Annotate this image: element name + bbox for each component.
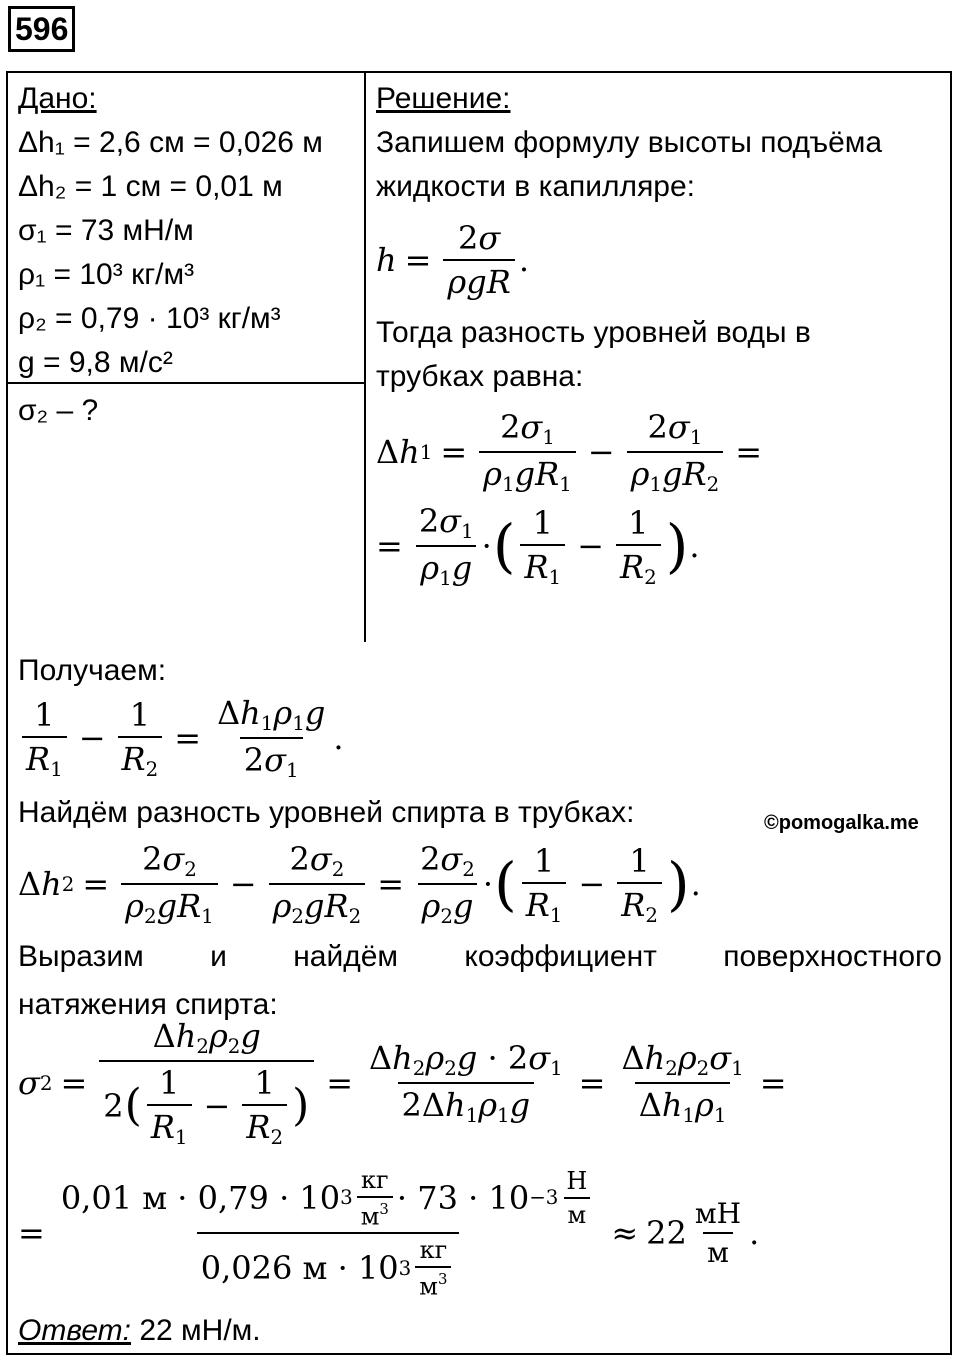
then-line-1 (376, 311, 942, 355)
formula-capillary-height: h = $\frac{2\sigma}{\text{ρgR}}$ . (376, 219, 529, 301)
given-line-2: Δh₂ = 1 см = 0,01 м (18, 170, 283, 203)
given-line-3: σ₁ = 73 мН/м (18, 214, 194, 247)
answer-value: 22 мН/м. (131, 1314, 261, 1347)
then-line-2: трубках равна: (376, 360, 584, 393)
problem-number: 596 (8, 6, 75, 52)
formula-water-difference-factored: = $\frac{2\sigma_1}{\rho_1g}$ · ( $\frac{1}{R_1}$ − $\frac{1}{R_2}$ ) . (376, 502, 700, 590)
find-line: σ₂ – ? (18, 394, 99, 427)
formula-water-difference: Δ h 1 = $\frac{2\sigma_1}{\rho_1gR_1}$ − $\frac{2\sigma_1}{\rho_1gR_2}$ = (376, 408, 763, 496)
given-divider (8, 382, 364, 384)
formula-reciprocal-radii: $\frac{1}{R_1}$ − $\frac{1}{R_2}$ = $\frac{\Delta h_1\rho_1g}{2\sigma_1}$ . (18, 693, 344, 783)
given-line-4: ρ₁ = 10³ кг/м³ (18, 258, 195, 291)
formula-sigma2: σ 2 = $\Delta h_2\rho_2g$ 2 ( $\frac{1}{R_1}$ − $\frac{1}{R_2}$ ) = $\frac{\Delta h_2\rho_2g \cdot 2\sigma_1}{2\Delta h_1\rho_1g}$ = $\frac{\Delta h_2\rho_2\sigma_1}{\Delta h_1\rho_1}$ = (18, 1017, 787, 1149)
solution-frame (6, 71, 952, 1355)
given-line-5: ρ₂ = 0,79 · 10³ кг/м³ (18, 302, 281, 335)
get-line: Получаем: (18, 654, 167, 687)
given-box (8, 73, 366, 642)
watermark: ©pomogalka.me (764, 812, 919, 834)
intro-line-1: Запишем формулу высоты подъёма (376, 126, 883, 159)
then-text: Тогда разность уровней воды в (376, 316, 811, 349)
solution-heading: Решение: (376, 82, 511, 115)
given-line-6: g = 9,8 м/с² (18, 346, 173, 379)
intro-line-2: жидкости в капилляре: (376, 170, 696, 203)
answer-line (18, 1309, 261, 1353)
formula-numeric-calculation: = 0,01 м · 0,79 · 10 3 $\frac{кг}{м^3}$ · 73 · 10 −3 $\frac{Н}{м}$ 0,026 м · 10 3 $\frac{кг}{м^3}$ ≈ 22 $\frac{мН}{м}$ . (18, 1165, 760, 1301)
alcohol-line: Найдём разность уровней спирта в трубках: (18, 796, 635, 829)
formula-alcohol-difference: Δ h 2 = $\frac{2\sigma_2}{\rho_2gR_1}$ − $\frac{2\sigma_2}{\rho_2gR_2}$ = $\frac{2\sigma_2}{\rho_2g}$ · ( $\frac{1}{R_1}$ − $\frac{1}{R_2}$ ) . (18, 840, 701, 928)
given-line-1: Δh₁ = 2,6 см = 0,026 м (18, 126, 323, 159)
answer-label: Ответ: (18, 1314, 131, 1347)
express-line-1: Выразим и найдём коэффициент поверхностного (18, 940, 942, 973)
given-heading: Дано: (18, 82, 97, 115)
express-line-2: натяжения спирта: (18, 988, 278, 1021)
